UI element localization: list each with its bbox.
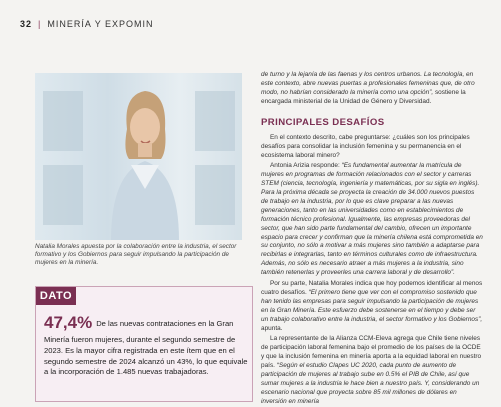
- paragraph-3: [261, 280, 483, 333]
- dato-text: De las nuevas contrataciones en la Gran Minería fueron mujeres, durante el segundo semestre de 2023. Es la mayor cifra registrada en este ítem que en el segundo semestre de 2024 alcanzó un 43%, lo que equivale a la incorporación de 1.485 nuevas trabajadoras.: [44, 319, 248, 377]
- window-decor: [195, 165, 235, 225]
- window-decor: [43, 165, 83, 225]
- dato-box: [35, 286, 253, 402]
- section-heading: PRINCIPALES DESAFÍOS: [261, 116, 385, 128]
- p2-lead: Antonia Arizia responde:: [270, 162, 340, 170]
- section-title: MINERÍA Y EXPOMIN: [47, 19, 154, 29]
- header-separator: |: [38, 19, 42, 29]
- paragraph-1: En el contexto descrito, cabe preguntarse: ¿cuáles son los principales desafíos para consolidar la inclusión femenina y su permanencia en el ecosistema laboral minero?: [261, 133, 470, 159]
- window-decor: [195, 91, 235, 151]
- portrait-photo: [35, 73, 242, 240]
- intro-paragraph: [261, 71, 483, 107]
- dato-label: DATO: [36, 287, 76, 305]
- page-number: 32: [20, 19, 33, 29]
- paragraph-2: [261, 162, 483, 278]
- p3-lead: Por su parte, Natalia Morales indica que hoy podemos identificar al menos cuatro desafíos.: [261, 280, 483, 296]
- p4-lead: La representante de la Alianza CCM-Eleva agrega que Chile tiene niveles de participación laboral femenina bajo el promedio de los países de la OCDE y que la inclusión femenina en minería aporta a la equidad laboral en nuestro país.: [261, 335, 482, 370]
- p3-quote: “El primero tiene que ver con el compromiso sostenido que han tenido las empresas para seguir impulsando la participación de mujeres en la Gran Minería. Este esfuerzo debe sostenerse en el tiempo y debe ser un trabajo colaborativo entre la industria, el sector formativo y los Gobiernos”,: [261, 288, 483, 323]
- dato-highlight: 47,4%: [44, 313, 93, 332]
- photo-caption: Natalia Morales apuesta por la colaboración entre la industria, el sector formativo y los Gobiernos para seguir impulsando la participación de mujeres en la minería.: [35, 243, 237, 267]
- article-column: [261, 71, 483, 407]
- paragraph-4: [261, 335, 483, 406]
- p4-quote: “Según el estudio Clapes UC 2020, cada punto de aumento de participación de mujeres al trabajo sube en 0.5% el PIB de Chile, así que sumar mujeres a la industria le hace bien a nuestro país. Y, considerando un escenario nacional que proyecta sobre 85 mil millones de dólares en inversión en minería: [261, 362, 480, 405]
- dato-body: [44, 311, 248, 378]
- p3-end: apunta.: [261, 324, 283, 332]
- page-header: [20, 14, 154, 34]
- window-decor: [43, 91, 83, 151]
- intro-quote: de turno y la lejanía de las faenas y los centros urbanos. La tecnología, en este contexto, abre nuevas puertas a profesionales femeninas que, de otro modo, no habrían considerado la minería como una opción”,: [261, 71, 475, 96]
- p2-quote: “Es fundamental aumentar la matrícula de mujeres en programas de formación relacionados con el sector y carreras STEM (ciencia, tecnología, ingeniería y matemáticas, por su sigla en inglés). Para la próxima década se proyecta la creación de 34.000 nuevos puestos de trabajo en la industria, por lo que es clave preparar a las nuevas generaciones, tanto en las universidades como en establecimientos de formación técnico profesional. Igualmente, las empresas proveedoras del sector, que han sido parte fundamental del cambio, ofrecen un importante espacio para crecer y confirman que la minería chilena está comprometida en su conjunto, no sólo a motivar a más mujeres sino también a adaptarse para recibirlas e integrarlas, tanto en términos culturales como de infraestructura. Además, no sólo es necesario atraer a más mujeres a la industria, sino también retenerlas y proveerles una carrera laboral y de desarrollo”.: [261, 162, 483, 277]
- intro-attribution: sostiene la encargada ministerial de la Unidad de Género y Diversidad.: [261, 88, 466, 105]
- woman-portrait-icon: [105, 81, 185, 240]
